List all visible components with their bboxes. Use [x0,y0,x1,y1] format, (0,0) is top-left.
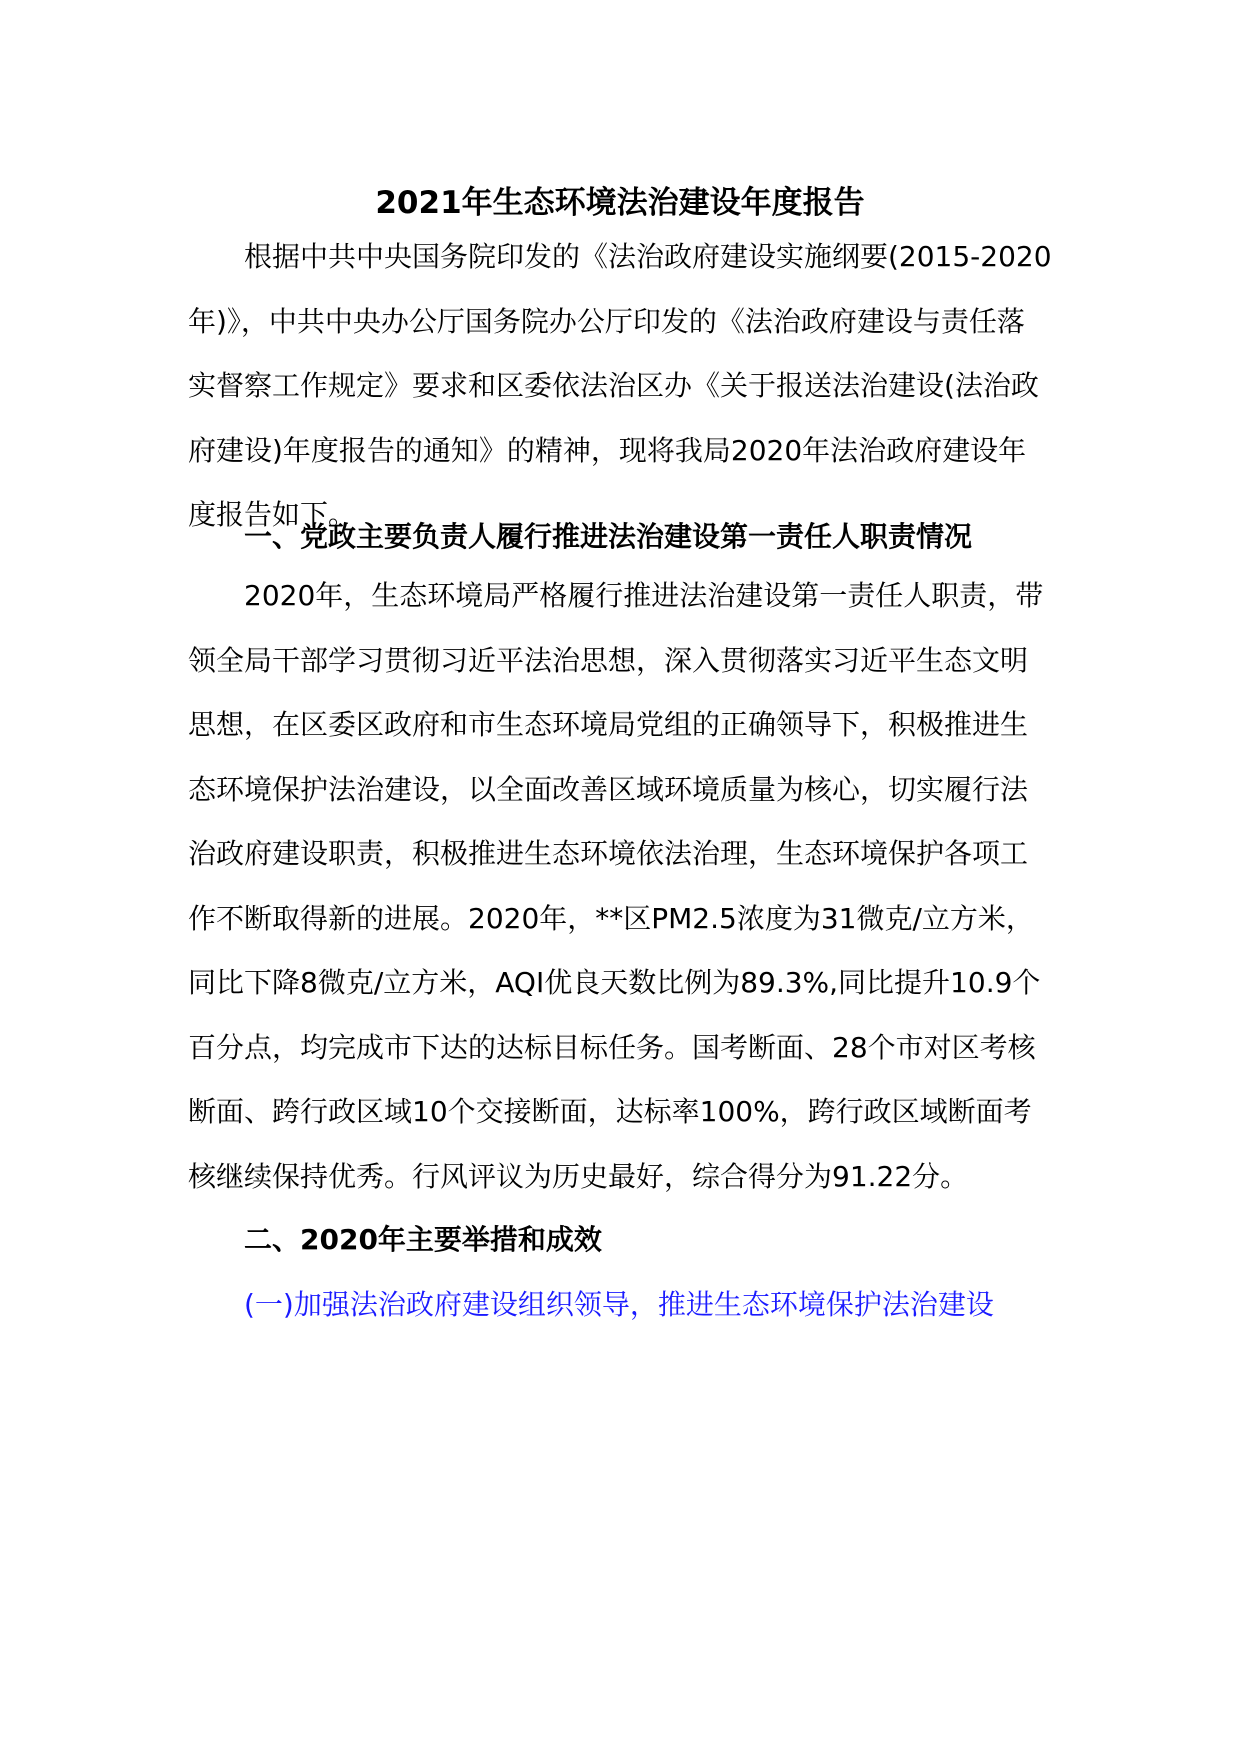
section1-heading: 一、党政主要负责人履行推进法治建设第一责任人职责情况 [244,520,973,553]
intro-paragraph: 根据中共中央国务院印发的《法治政府建设实施纲要(2015-2020年)》，中共中央办公厅国务院办公厅印发的《法治政府建设与责任落实督察工作规定》要求和区委依法治区办《关于报送法治建设(法治政府建设)年度报告的通知》的精神，现将我局2020年法治政府建设年度报告如下。 [188,240,1052,531]
section2-subheading: (一)加强法治政府建设组织领导，推进生态环境保护法治建设 [244,1288,994,1321]
section2-heading: 二、2020年主要举措和成效 [244,1223,602,1256]
document-title: 2021年生态环境法治建设年度报告 [375,185,865,221]
section1-paragraph: 2020年，生态环境局严格履行推进法治建设第一责任人职责，带领全局干部学习贯彻习近平法治思想，深入贯彻落实习近平生态文明思想，在区委区政府和市生态环境局党组的正确领导下，积极推进生态环境保护法治建设，以全面改善区域环境质量为核心，切实履行法治政府建设职责，积极推进生态环境依法治理，生态环境保护各项工作不断取得新的进展。2020年，**区PM2.5浓度为31微克/立方米，同比下降8微克/立方米，AQI优良天数比例为89.3%,同比提升10.9个百分点，均完成市下达的达标目标任务。国考断面、28个市对区考核断面、跨行政区域10个交接断面，达标率100%，跨行政区域断面考核继续保持优秀。行风评议为历史最好，综合得分为91.22分。 [188,579,1044,1193]
